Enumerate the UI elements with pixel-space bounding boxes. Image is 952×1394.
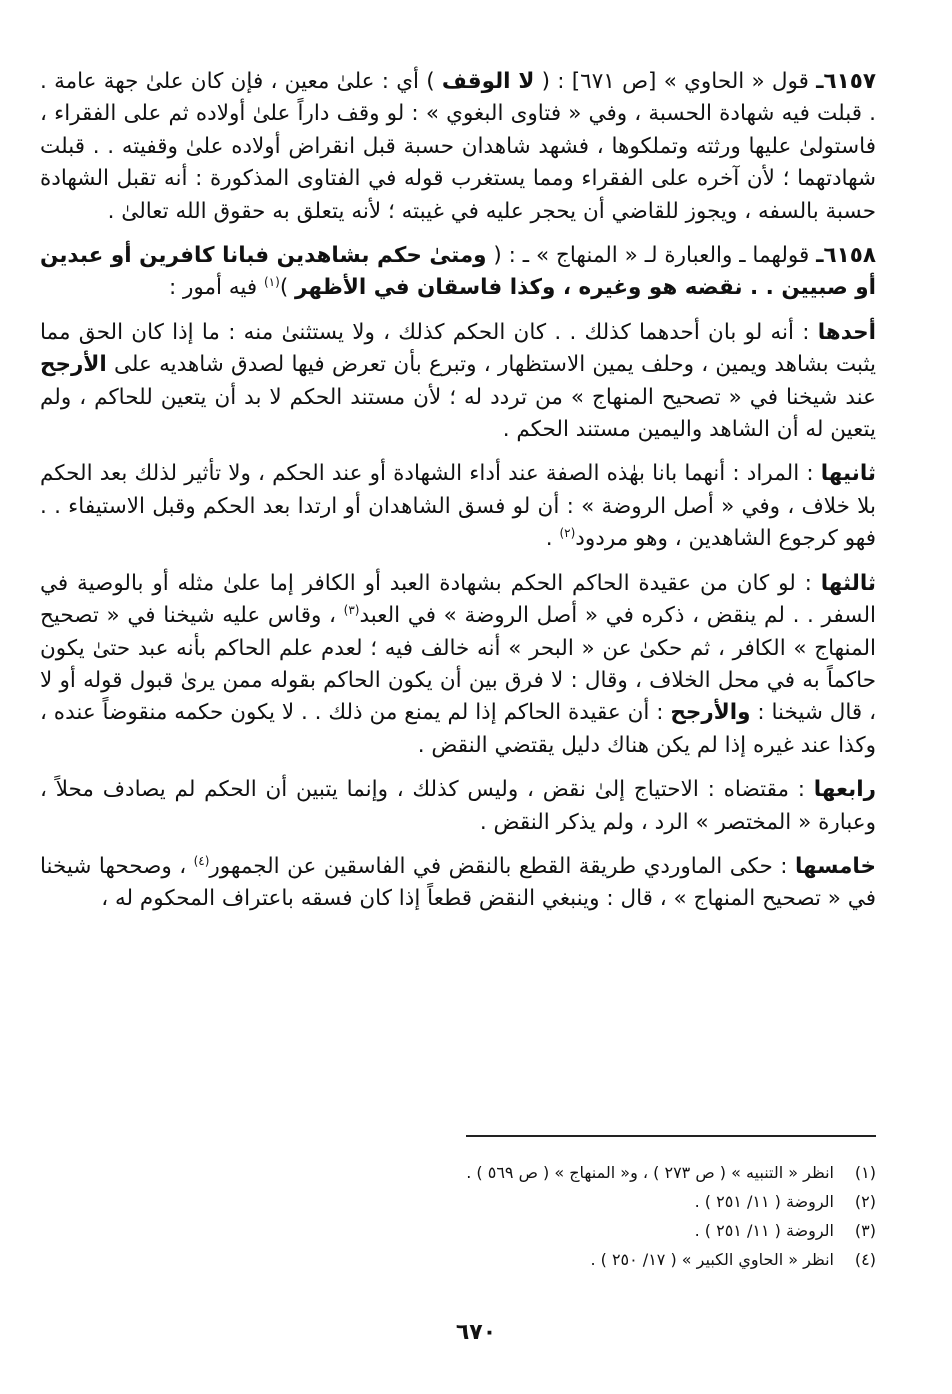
footnote-ref: (٢) [559, 526, 576, 541]
footnote-text: انظر « التنبيه » ( ص ٢٧٣ ) ، و« المنهاج » ( ص ٥٦٩ ) . [466, 1163, 834, 1182]
text-run: . [545, 526, 560, 552]
text-run: : أنه لو بان أحدهما كذلك . . كان الحكم كذلك ، ولا يستثنىٰ منه : ما إذا كان الحق مما يثبت بشاهد ويمين ، وحلف يمين الاستظهار ، وتبرع بأن تعرض فيها لصدق شاهديه على [40, 319, 876, 378]
paragraph-lead: ٦١٥٧ـ [816, 69, 876, 94]
text-run: فيه أمور : [168, 275, 264, 301]
footnote [40, 1158, 876, 1187]
paragraph-lead: رابعها [813, 777, 876, 803]
paragraph [40, 774, 876, 839]
paragraph [40, 317, 876, 447]
footnote-number: (٤) [854, 1250, 876, 1269]
footnote [40, 1216, 876, 1245]
paragraph [40, 458, 876, 555]
footnotes [40, 1158, 876, 1274]
footnote-separator [466, 1135, 876, 1137]
paragraph-lead: ثانيها [820, 461, 876, 487]
paragraph-lead: أحدها [817, 319, 876, 345]
footnote [40, 1245, 876, 1274]
paragraph-lead: خامسها [794, 853, 876, 879]
bold-text: والأرجح [670, 700, 751, 726]
footnote-number: (٢) [854, 1192, 876, 1211]
text-run: قول « الحاوي » [ص ٦٧١] : ( [534, 69, 817, 94]
paragraph-lead: ٦١٥٨ـ [816, 243, 876, 269]
text-run: : مقتضاه : الاحتياج إلىٰ نقض ، وليس كذلك ، وإنما يتبين أن الحكم لم يصادف محلاً ، وعبارة « المختصر » الرد ، ولم يذكر النقض . [40, 777, 876, 835]
footnote [40, 1187, 876, 1216]
footnote-ref: (٤) [193, 853, 210, 868]
footnote-number: (٣) [854, 1221, 876, 1240]
main-text [40, 66, 876, 928]
paragraph [40, 66, 876, 228]
paragraph [40, 240, 876, 305]
paragraph [40, 568, 876, 762]
page-number: ٦٧٠ [455, 1320, 497, 1345]
text-run: : حكى الماوردي طريقة القطع بالنقض في الفاسقين عن الجمهور [209, 853, 795, 879]
footnote-text: الروضة ( ١١/ ٢٥١ ) . [694, 1221, 834, 1240]
text-run: : لو كان من عقيدة الحاكم الحكم بشهادة العبد أو الكافر إما علىٰ مثله أو بالوصية في السفر . . لم ينقض ، ذكره في « أصل الروضة » في العبد [40, 570, 876, 629]
footnote-ref: (١) [263, 275, 280, 290]
bold-text: لا الوقف [441, 69, 535, 94]
paragraph [40, 851, 876, 916]
footnote-ref: (٣) [343, 602, 360, 617]
footnote-text: الروضة ( ١١/ ٢٥١ ) . [694, 1192, 834, 1211]
text-run: : المراد : أنهما بانا بهٰذه الصفة عند أداء الشهادة أو عند الحكم ، ولا تأثير لذلك بعد الحكم بلا خلاف ، وفي « أصل الروضة » : أن لو فسق الشاهدان أو ارتدا بعد الحكم وقبل الاستيفاء . . فهو كرجوع الشاهدين ، وهو مردود [40, 461, 876, 552]
bold-text: ومتىٰ حكم بشاهدين فبانا كافرين أو عبدين أو صبيين . . نقضه هو وغيره ، وكذا فاسقان في الأظهر [40, 243, 876, 301]
bold-text: الأرجح [40, 352, 107, 378]
text-run: : أن عقيدة الحاكم إذا لم يمنع من ذلك . . لا يكون حكمه منقوضاً عنده ، وكذا عند غيره إذا لم يكن هناك دليل يقتضي النقض . [40, 700, 876, 758]
footnote-text: انظر « الحاوي الكبير » ( ١٧/ ٢٥٠ ) . [590, 1250, 834, 1269]
text-run: عند شيخنا في « تصحيح المنهاج » من تردد له ؛ لأن مستند الحكم لا بد أن يتعين للحاكم ، ولم يتعين له أن الشاهد واليمين مستند الحكم . [40, 384, 876, 443]
text-run: ، وقاس عليه شيخنا في « تصحيح المنهاج » الكافر ، ثم حكىٰ عن « البحر » أنه خالف فيه ؛ لعدم علم الحاكم بأنه عبد حتىٰ يكون حاكماً به في محل الخلاف ، وقال : لا فرق بين أن يكون الحاكم بقوله ممن يرىٰ قبول قوله أو لا ، قال شيخنا : [40, 603, 877, 726]
text-run: ) أي : علىٰ معين ، فإن كان علىٰ جهة عامة . . قبلت فيه شهادة الحسبة ، وفي « فتاوى البغوي » : لو وقف داراً علىٰ أولاده ثم على الفقراء ، فاستولىٰ عليها ورثته وتملكوها ، فشهد شاهدان حسبة قبل انقراض أولاده علىٰ وقفيته . . قبلت شهادتهما ؛ لأن آخره على الفقراء ومما يستغرب قوله في الفتاوى المذكورة : أنه تقبل الشهادة حسبة بالسفه ، ويجوز للقاضي أن يحجر عليه في غيبته ؛ لأنه يتعلق به حقوق الله تعالىٰ . [40, 69, 876, 224]
text-run: قولهما ـ والعبارة لـ « المنهاج » ـ : ( [486, 243, 817, 269]
paragraph-lead: ثالثها [820, 570, 876, 596]
footnote-number: (١) [854, 1163, 876, 1182]
text-run: ، وصححها شيخنا في « تصحيح المنهاج » ، قال : وينبغي النقض قطعاً إذا كان فسقه باعتراف المحكوم له ، [40, 853, 876, 912]
text-run: ) [279, 275, 296, 301]
